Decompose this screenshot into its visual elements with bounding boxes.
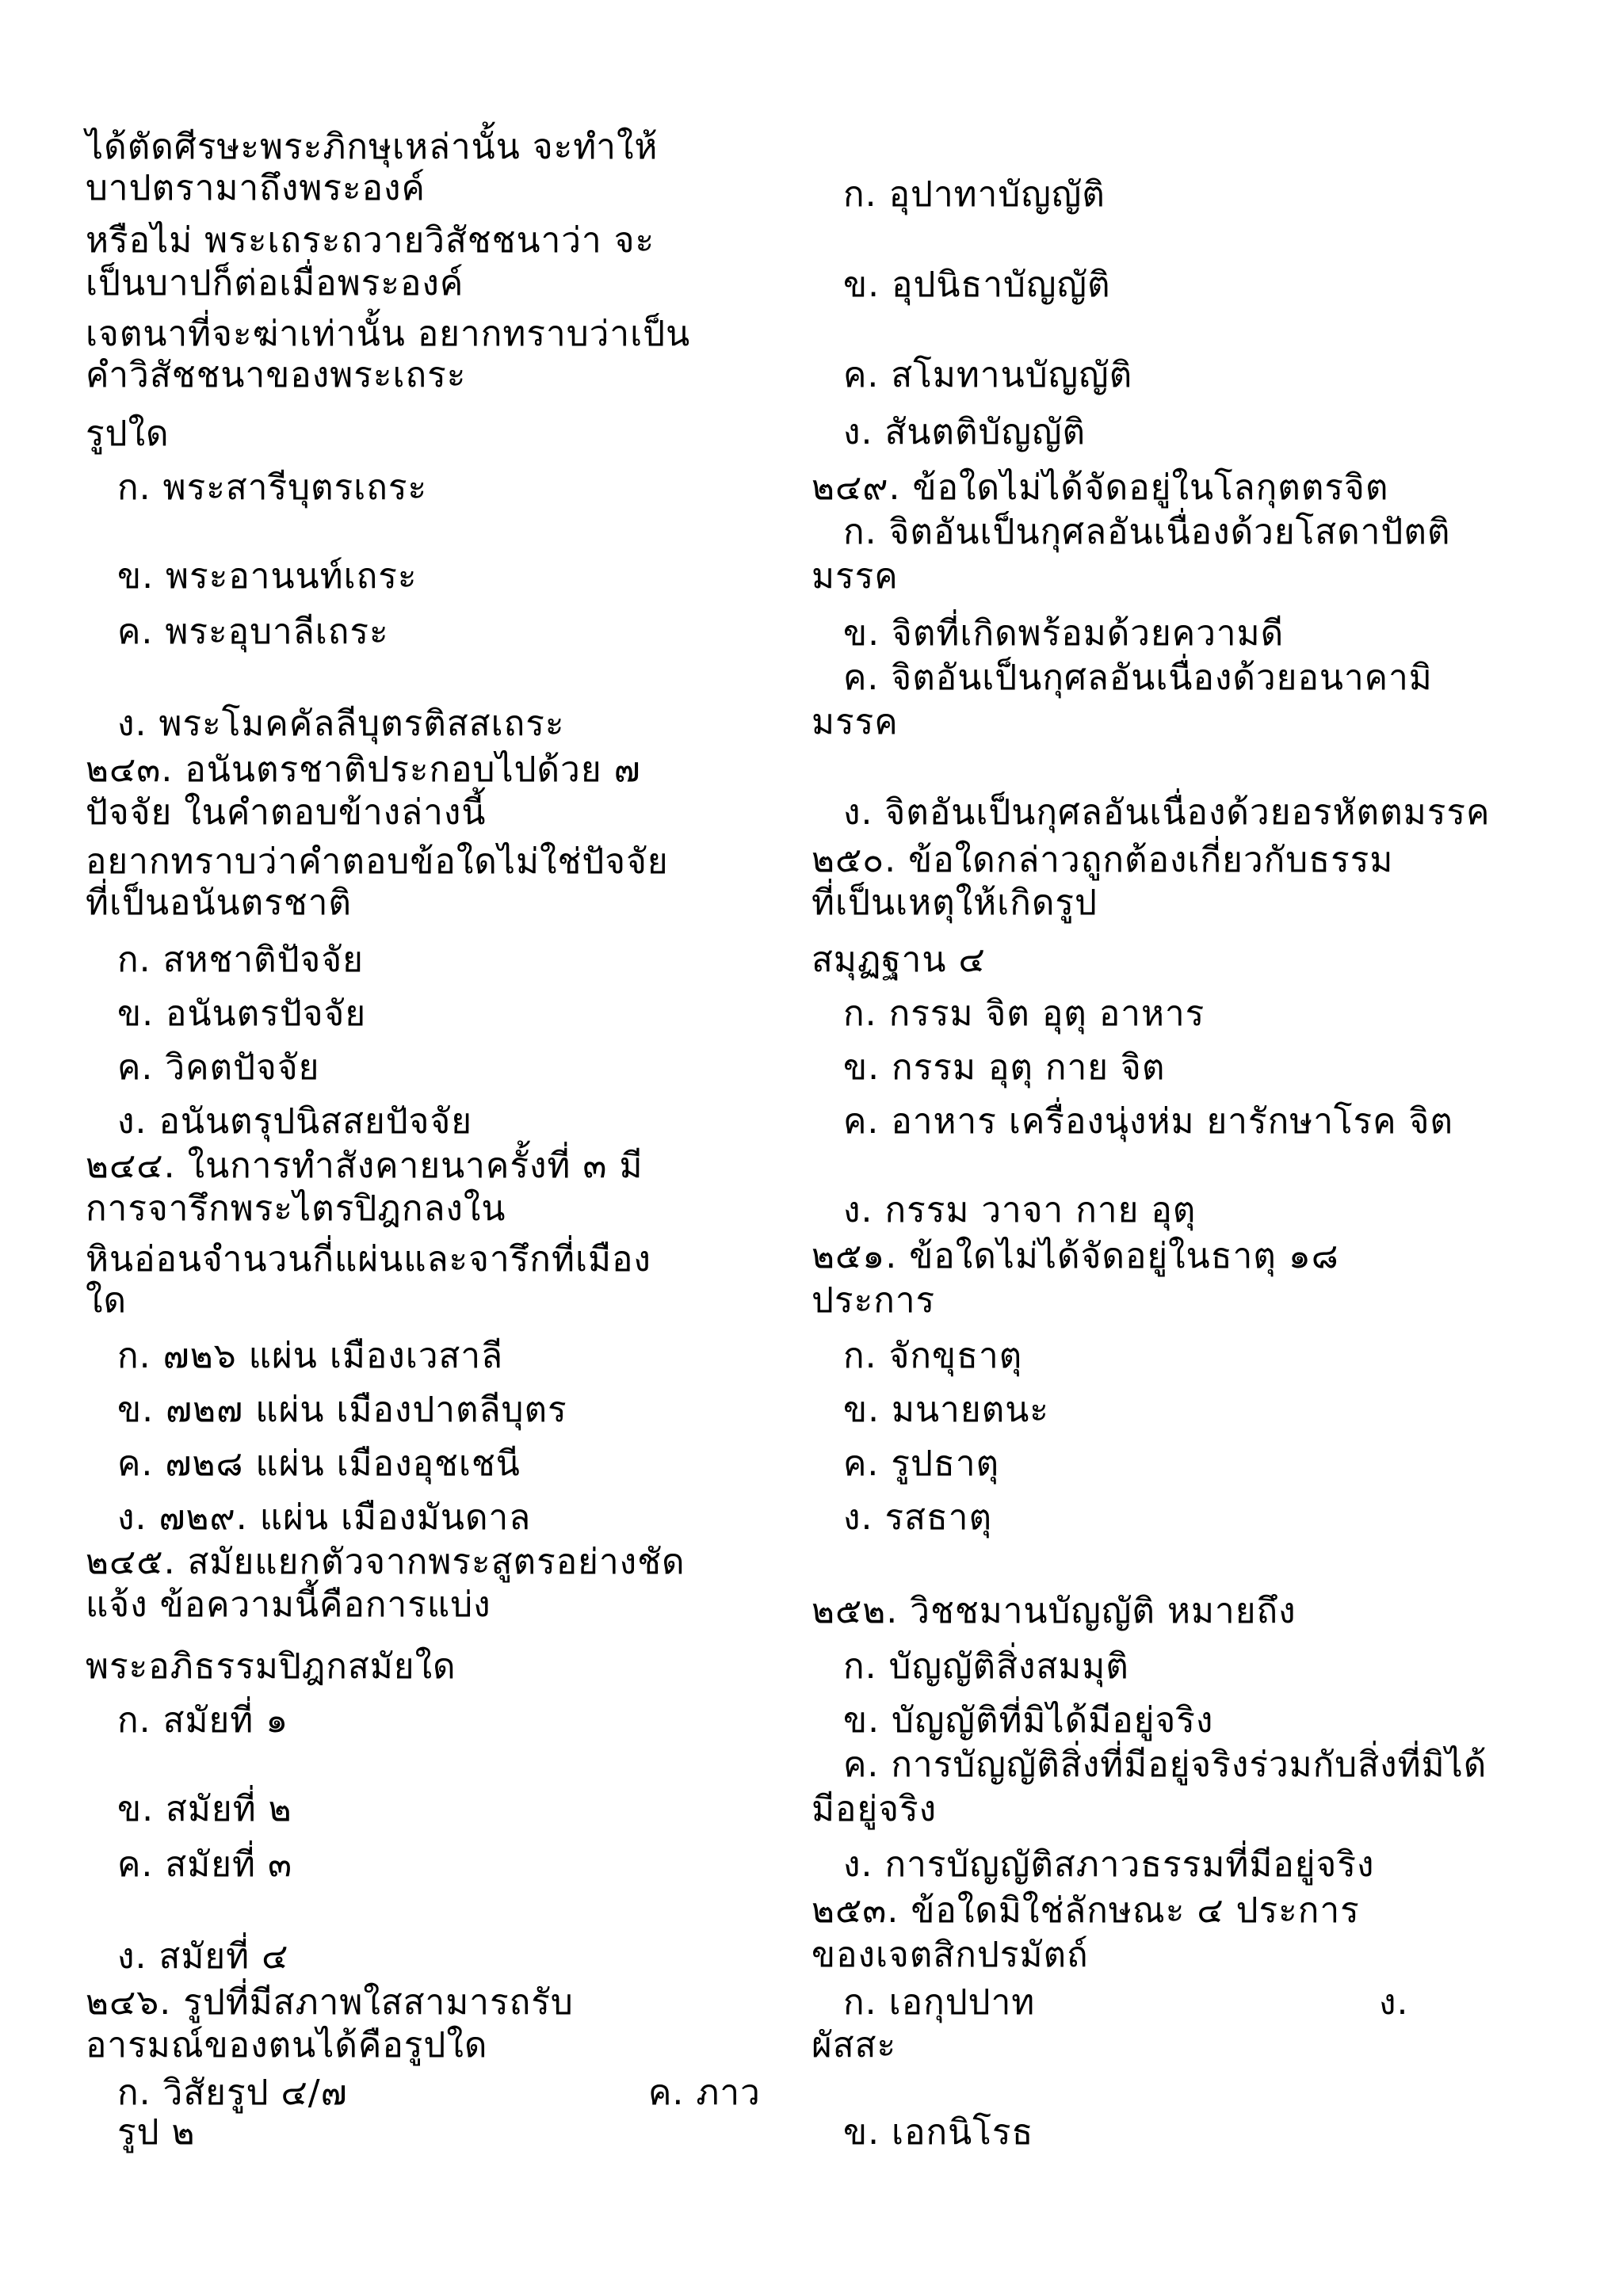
option-b: ข. บัญญัติที่มิได้มีอยู่จริง <box>843 1700 1214 1741</box>
option-b: ข. จิตที่เกิดพร้อมด้วยความดี <box>843 613 1285 654</box>
text-line: บาปตรามาถึงพระองค์ <box>86 168 426 208</box>
option-a: ก. กรรม จิต อุตุ อาหาร <box>843 994 1205 1034</box>
question-252: ๒๕๒. วิชชมานบัญญัติ หมายถึง <box>812 1591 1296 1631</box>
option-a-cont: มรรค <box>812 556 899 597</box>
option-c-cont: มีอยู่จริง <box>812 1789 938 1829</box>
question-246-line: อารมณ์ของตนได้คือรูปใด <box>86 2025 488 2065</box>
option-d: ง. อนันตรุปนิสสยปัจจัย <box>117 1101 473 1142</box>
option-c: ค. อาหาร เครื่องนุ่งห่ม ยารักษาโรค จิต <box>843 1101 1453 1142</box>
question-243-line: อยากทราบว่าคำตอบข้อใดไม่ใช่ปัจจัย <box>86 841 669 882</box>
option-b: ข. อุปนิธาบัญญัติ <box>843 265 1111 305</box>
question-245-line: พระอภิธรรมปิฎกสมัยใด <box>86 1646 456 1687</box>
option-c-cont: รูป ๒ <box>117 2112 196 2153</box>
question-243-line: ที่เป็นอนันตรชาติ <box>86 883 352 923</box>
option-b: ข. พระอานนท์เถระ <box>117 556 418 597</box>
option-d: ง. กรรม วาจา กาย อุตุ <box>843 1190 1197 1230</box>
option-d-cont: ผัสสะ <box>812 2025 897 2065</box>
option-c: ค. สมัยที่ ๓ <box>117 1844 293 1885</box>
option-a: ก. ๗๒๖ แผ่น เมืองเวสาลี <box>117 1336 504 1376</box>
option-a: ก. วิสัยรูป ๔/๗ <box>117 2073 348 2113</box>
text-line: รูปใด <box>86 414 170 454</box>
option-c: ค. รูปธาตุ <box>843 1444 1000 1484</box>
text-line: หรือไม่ พระเถระถวายวิสัชชนาว่า จะ <box>86 220 655 261</box>
option-a: ก. เอกุปปาท <box>843 1982 1036 2023</box>
option-d: ง. ๗๒๙. แผ่น เมืองมันดาล <box>117 1497 532 1538</box>
question-244-line: หินอ่อนจำนวนกี่แผ่นและจารึกที่เมือง <box>86 1239 651 1280</box>
option-a: ก. จักขุธาตุ <box>843 1336 1023 1376</box>
question-245-line: แจ้ง ข้อความนี้คือการแบ่ง <box>86 1585 491 1625</box>
option-a: ก. พระสารีบุตรเถระ <box>117 467 428 508</box>
option-d: ง. การบัญญัติสภาวธรรมที่มีอยู่จริง <box>843 1844 1375 1885</box>
option-a: ก. สหชาติปัจจัย <box>117 940 364 980</box>
question-244-line: การจารึกพระไตรปิฎกลงใน <box>86 1188 506 1229</box>
text-line: เป็นบาปก็ต่อเมื่อพระองค์ <box>86 263 464 303</box>
question-246: ๒๔๖. รูปที่มีสภาพใสสามารถรับ <box>86 1982 574 2023</box>
question-251: ๒๕๑. ข้อใดไม่ได้จัดอยู่ในธาตุ ๑๘ <box>812 1236 1339 1276</box>
option-b: ข. อนันตรปัจจัย <box>117 994 367 1034</box>
option-c: ค. ๗๒๘ แผ่น เมืองอุชเชนี <box>117 1444 521 1484</box>
option-c: ค. พระอุบาลีเถระ <box>117 612 389 652</box>
option-a: ก. บัญญัติสิ่งสมมุติ <box>843 1646 1129 1687</box>
option-b: ข. เอกนิโรธ <box>843 2112 1034 2153</box>
text-line: ได้ตัดศีรษะพระภิกษุเหล่านั้น จะทำให้ <box>86 127 659 167</box>
option-d: ง. พระโมคคัลลีบุตรติสสเถระ <box>117 704 565 744</box>
option-b: ข. ๗๒๗ แผ่น เมืองปาตลีบุตร <box>117 1390 567 1430</box>
option-c: ค. วิคตปัจจัย <box>117 1047 320 1088</box>
option-c: ค. สโมทานบัญญัติ <box>843 355 1133 395</box>
option-c: ค. จิตอันเป็นกุศลอันเนื่องด้วยอนาคามิ <box>843 658 1433 698</box>
option-a: ก. อุปาทาบัญญัติ <box>843 174 1106 215</box>
option-b: ข. สมัยที่ ๒ <box>117 1789 292 1829</box>
option-d: ง. สันตติบัญญัติ <box>843 412 1086 452</box>
option-d: ง. <box>1379 1982 1409 2023</box>
question-245: ๒๔๕. สมัยแยกตัวจากพระสูตรอย่างชัด <box>86 1542 685 1582</box>
question-253: ๒๕๓. ข้อใดมิใช่ลักษณะ ๔ ประการ <box>812 1890 1360 1931</box>
question-249: ๒๔๙. ข้อใดไม่ได้จัดอยู่ในโลกุตตรจิต <box>812 467 1389 508</box>
option-c: ค. ภาว <box>648 2073 761 2113</box>
option-c: ค. การบัญญัติสิ่งที่มีอยู่จริงร่วมกับสิ่งที่มิได้ <box>843 1745 1487 1785</box>
option-a: ก. จิตอันเป็นกุศลอันเนื่องด้วยโสดาปัตติ <box>843 512 1451 552</box>
question-250-line: สมุฏฐาน ๔ <box>812 940 986 980</box>
question-250-line: ที่เป็นเหตุให้เกิดรูป <box>812 883 1098 923</box>
option-b: ข. มนายตนะ <box>843 1390 1049 1430</box>
option-b: ข. กรรม อุตุ กาย จิต <box>843 1047 1166 1088</box>
text-line: เจตนาที่จะฆ่าเท่านั้น อยากทราบว่าเป็น <box>86 314 691 354</box>
question-243-line: ปัจจัย ในคำตอบข้างล่างนี้ <box>86 792 487 833</box>
question-251-line: ประการ <box>812 1280 936 1321</box>
question-250: ๒๕๐. ข้อใดกล่าวถูกต้องเกี่ยวกับธรรม <box>812 840 1394 880</box>
option-d: ง. รสธาตุ <box>843 1497 993 1538</box>
question-244: ๒๔๔. ในการทำสังคายนาครั้งที่ ๓ มี <box>86 1146 643 1186</box>
option-a: ก. สมัยที่ ๑ <box>117 1700 289 1741</box>
question-253-line: ของเจตสิกปรมัตถ์ <box>812 1935 1089 1975</box>
option-c-cont: มรรค <box>812 702 899 742</box>
question-243: ๒๔๓. อนันตรชาติประกอบไปด้วย ๗ <box>86 749 641 790</box>
option-d: ง. จิตอันเป็นกุศลอันเนื่องด้วยอรหัตตมรรค <box>843 792 1491 833</box>
text-line: คำวิสัชชนาของพระเถระ <box>86 355 467 395</box>
option-d: ง. สมัยที่ ๔ <box>117 1936 289 1977</box>
question-244-line: ใด <box>86 1280 128 1321</box>
